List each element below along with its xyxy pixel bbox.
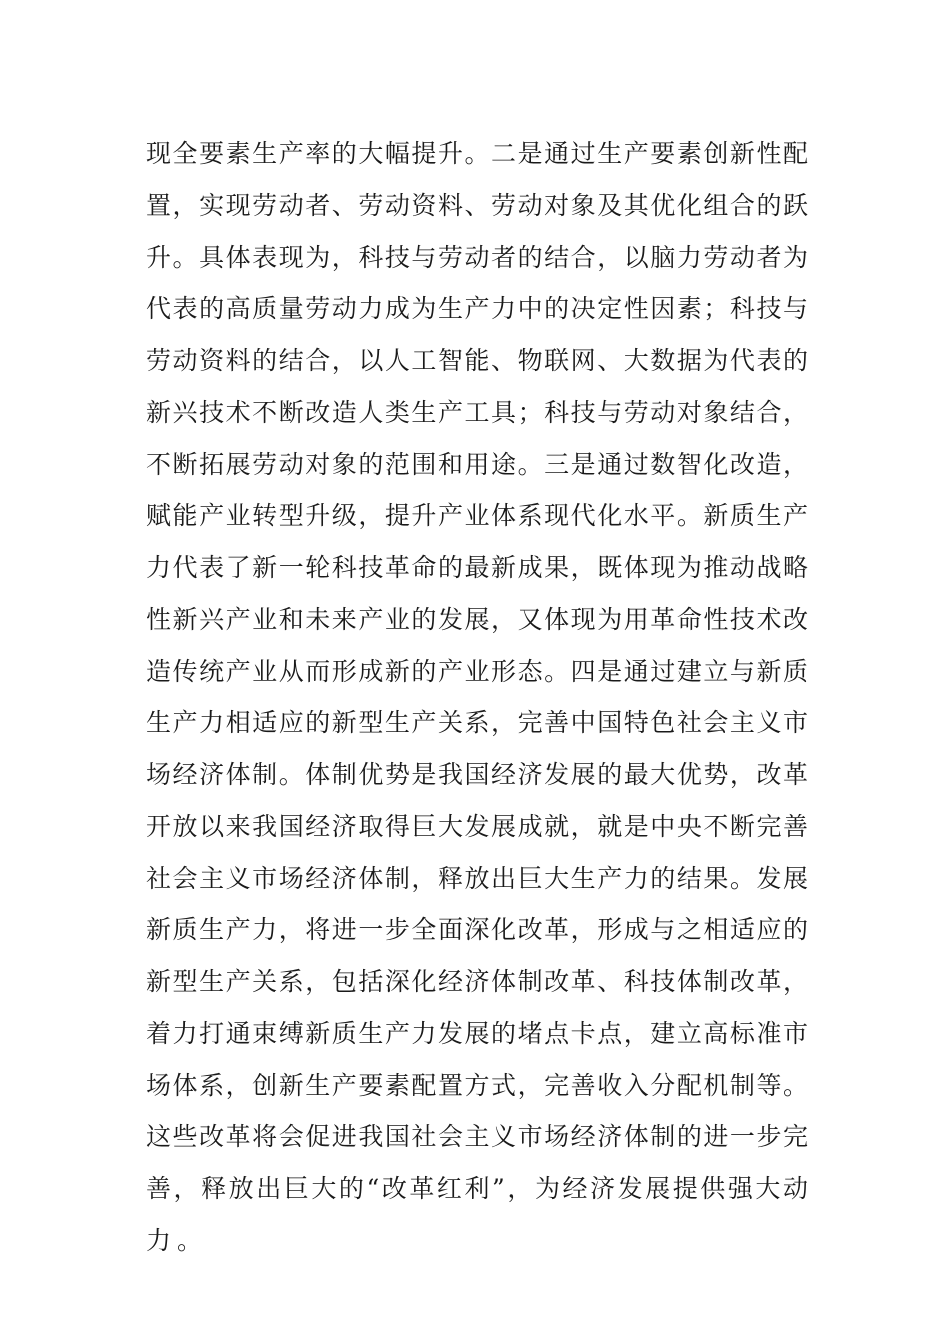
text-line-5: 劳动资料的结合，以人工智能、物联网、大数据为代表的	[146, 346, 808, 375]
text-line-14: 开放以来我国经济取得巨大发展成就，就是中央不断完善	[146, 811, 808, 841]
text-line-15: 社会主义市场经济体制，释放出巨大生产力的结果。发展	[146, 863, 808, 893]
text-line-17: 新型生产关系，包括深化经济体制改革、科技体制改革，	[146, 967, 808, 996]
text-line-16: 新质生产力，将进一步全面深化改革，形成与之相适应的	[146, 915, 808, 945]
text-line-22: 力。	[146, 1225, 209, 1255]
text-line-3: 升。具体表现为，科技与劳动者的结合，以脑力劳动者为	[146, 242, 808, 272]
text-line-13: 场经济体制。体制优势是我国经济发展的最大优势，改革	[146, 760, 808, 789]
text-line-19: 场体系，创新生产要素配置方式，完善收入分配机制等。	[146, 1070, 808, 1100]
text-line-20: 这些改革将会促进我国社会主义市场经济体制的进一步完	[146, 1122, 808, 1152]
text-line-10: 性新兴产业和未来产业的发展，又体现为用革命性技术改	[146, 604, 808, 634]
text-line-11: 造传统产业从而形成新的产业形态。四是通过建立与新质	[146, 656, 808, 686]
text-line-7: 不断拓展劳动对象的范围和用途。三是通过数智化改造，	[146, 449, 808, 479]
text-line-1: 现全要素生产率的大幅提升。二是通过生产要素创新性配	[146, 139, 808, 168]
body-paragraph	[146, 128, 808, 1267]
text-line-9: 力代表了新一轮科技革命的最新成果，既体现为推动战略	[146, 553, 808, 582]
text-line-18: 着力打通束缚新质生产力发展的堵点卡点，建立高标准市	[146, 1018, 808, 1048]
text-line-4: 代表的高质量劳动力成为生产力中的决定性因素；科技与	[146, 294, 808, 324]
text-line-6: 新兴技术不断改造人类生产工具；科技与劳动对象结合，	[146, 397, 808, 427]
text-line-21: 善，释放出巨大的“改革红利”，为经济发展提供强大动	[146, 1174, 808, 1203]
text-line-8: 赋能产业转型升级，提升产业体系现代化水平。新质生产	[146, 501, 808, 531]
text-line-2: 置，实现劳动者、劳动资料、劳动对象及其优化组合的跃	[146, 190, 808, 220]
text-line-12: 生产力相适应的新型生产关系，完善中国特色社会主义市	[146, 708, 808, 738]
